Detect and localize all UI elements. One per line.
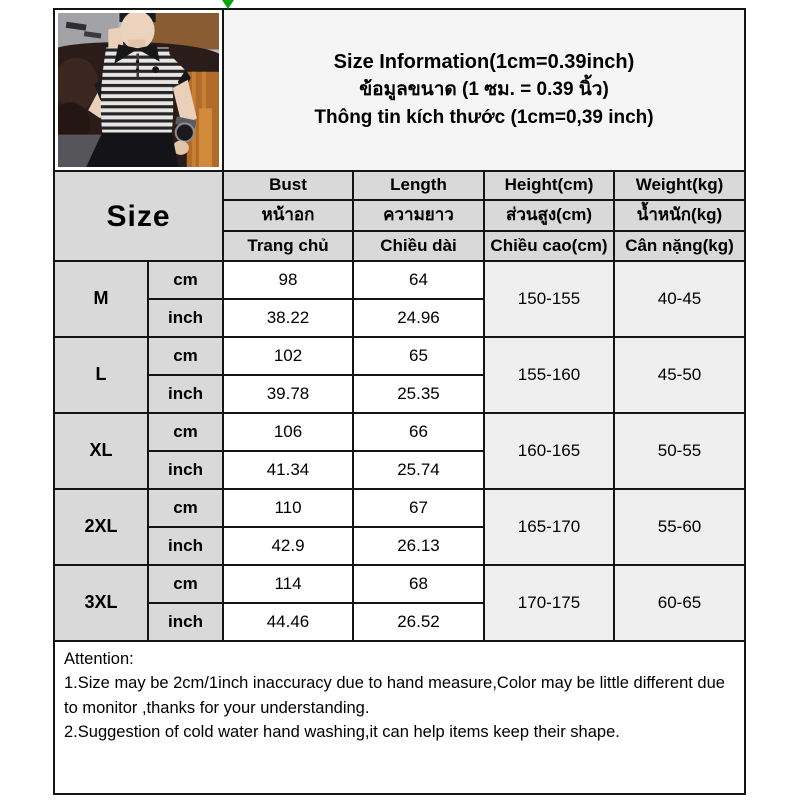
title-thai: ข้อมูลขนาด (1 ซม. = 0.39 นิ้ว) xyxy=(359,79,609,101)
length-cm-value: 67 xyxy=(354,490,483,526)
attention-notes xyxy=(55,642,744,793)
size-label: XL xyxy=(55,414,147,488)
weight-range: 50-55 xyxy=(615,414,744,488)
length-inch-value: 26.13 xyxy=(354,528,483,564)
unit-label-cm: cm xyxy=(149,262,222,298)
bust-inch-value: 39.78 xyxy=(224,376,352,412)
length-cm-value: 66 xyxy=(354,414,483,450)
length-inch-value: 24.96 xyxy=(354,300,483,336)
unit-label-inch: inch xyxy=(149,452,222,488)
striped-polo-man-illustration xyxy=(58,13,219,167)
title-vietnamese: Thông tin kích thước (1cm=0,39 inch) xyxy=(314,107,654,128)
height-range: 165-170 xyxy=(485,490,613,564)
header-length-en: Length xyxy=(354,172,483,199)
bust-cm-value: 114 xyxy=(224,566,352,602)
product-photo xyxy=(55,10,222,170)
height-range: 150-155 xyxy=(485,262,613,336)
header-weight-th: น้ำหนัก(kg) xyxy=(615,201,744,230)
attention-note-2: 2.Suggestion of cold water hand washing,it can help items keep their shape. xyxy=(64,723,620,742)
bust-inch-value: 44.46 xyxy=(224,604,352,640)
title-english: Size Information(1cm=0.39inch) xyxy=(333,51,635,74)
bust-cm-value: 102 xyxy=(224,338,352,374)
height-range: 170-175 xyxy=(485,566,613,640)
header-bust-th: หน้าอก xyxy=(224,201,352,230)
weight-range: 55-60 xyxy=(615,490,744,564)
bust-inch-value: 41.34 xyxy=(224,452,352,488)
size-information-title xyxy=(224,10,744,170)
header-bust-en: Bust xyxy=(224,172,352,199)
unit-label-cm: cm xyxy=(149,414,222,450)
weight-range: 40-45 xyxy=(615,262,744,336)
size-label: M xyxy=(55,262,147,336)
bust-cm-value: 106 xyxy=(224,414,352,450)
attention-note-1: 1.Size may be 2cm/1inch inaccuracy due to hand measure,Color may be little different due to monitor ,thanks for your understanding. xyxy=(64,674,725,717)
unit-label-cm: cm xyxy=(149,490,222,526)
height-range: 155-160 xyxy=(485,338,613,412)
bust-cm-value: 110 xyxy=(224,490,352,526)
size-label: 2XL xyxy=(55,490,147,564)
length-cm-value: 68 xyxy=(354,566,483,602)
length-inch-value: 25.35 xyxy=(354,376,483,412)
length-cm-value: 65 xyxy=(354,338,483,374)
length-inch-value: 25.74 xyxy=(354,452,483,488)
green-corner-marker-icon xyxy=(222,0,234,9)
bust-inch-value: 42.9 xyxy=(224,528,352,564)
length-cm-value: 64 xyxy=(354,262,483,298)
unit-label-cm: cm xyxy=(149,338,222,374)
bust-inch-value: 38.22 xyxy=(224,300,352,336)
weight-range: 60-65 xyxy=(615,566,744,640)
header-height-vi: Chiều cao(cm) xyxy=(485,232,613,260)
header-weight-vi: Cân nặng(kg) xyxy=(615,232,744,260)
unit-label-cm: cm xyxy=(149,566,222,602)
size-column-header: Size xyxy=(55,172,222,260)
header-length-th: ความยาว xyxy=(354,201,483,230)
length-inch-value: 26.52 xyxy=(354,604,483,640)
weight-range: 45-50 xyxy=(615,338,744,412)
header-bust-vi: Trang chủ xyxy=(224,232,352,260)
header-weight-en: Weight(kg) xyxy=(615,172,744,199)
unit-label-inch: inch xyxy=(149,376,222,412)
unit-label-inch: inch xyxy=(149,528,222,564)
unit-label-inch: inch xyxy=(149,300,222,336)
size-label: 3XL xyxy=(55,566,147,640)
header-height-en: Height(cm) xyxy=(485,172,613,199)
size-label: L xyxy=(55,338,147,412)
attention-heading: Attention: xyxy=(64,650,134,668)
header-length-vi: Chiều dài xyxy=(354,232,483,260)
size-chart-sheet xyxy=(53,8,746,795)
unit-label-inch: inch xyxy=(149,604,222,640)
height-range: 160-165 xyxy=(485,414,613,488)
bust-cm-value: 98 xyxy=(224,262,352,298)
header-height-th: ส่วนสูง(cm) xyxy=(485,201,613,230)
